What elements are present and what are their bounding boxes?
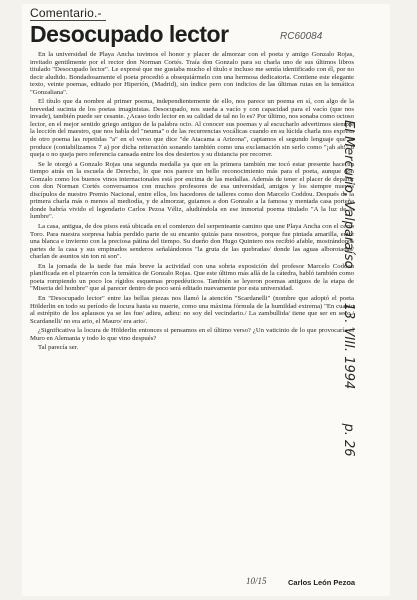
page-number: 10/15 (246, 576, 267, 586)
article-title: Desocupado lector (30, 21, 229, 47)
section-heading: Comentario.- (30, 6, 106, 21)
paragraph: La casa, antigua, de dos pisos está ubicada en el comienzo del serpenteante camino que une Playa Ancha con el cerro Toro. Para nuestra sorpresa había perdido parte de su encanto quizás para nosotros, porque fue pintada amarilla, entre una blanca e invierno con la preciosa pátina del tiempo. Su dueño don Hugo Quintero nos recibió afable, mostrándonos partes de la casa y sus empinados senderos señalándonos "la gruta de las quebradas/ donde las aguas alborotadas/ charlan de asuntos sin ton ni son". (30, 223, 354, 261)
paragraph: Se le otorgó a Gonzalo Rojas una segunda medalla ya que en la primera también me tocó estar presente hace un tiempo atrás en la escuela de Derecho, lo que nos parece un bello reconocimiento más para el poeta, aunque don Gonzalo como los buenos vinos internacionales está por encima de las medallas. Además de tener el placer de departir con don Norman Cortés conversamos con muchos profesores de esa universidad, amigos y los siempre nuevos discípulos de nuestro Premio Nacional, entre ellos, los hacedores de talleres como don Marcelo Coddou. Después de la primera charla más o menos al mediodía, y de almorzar, guiamos a don Gonzalo a la famosa y mentada casa porteña donde habría vivido el legendario Carlos Pezoa Véliz, aludiéndola en ese inmortal poema titulado "A la luz de la lumbre". (30, 160, 354, 221)
handwritten-source-note (316, 120, 356, 540)
paragraph: En la universidad de Playa Ancha tuvimos el honor y placer de almorzar con el poeta y amigo Gonzalo Rojas, invitado gentilmente por el rector don Norman Cortés. Traía don Gonzalo para su charla uno de sus últimos libros titulado "Desocupado lector". Le expresé que me gustaba mucho el título e incluso me sentía identificado con él, por no decir aludido. Bondadosamente el poeta procedió a obsequiármelo con una hermosa dedicatoria. Contiene este elegante texto, veinte poemas, editado por Hiperión, (Madrid), sin índice pero con indicios de las últimas rutas en la temática "Gonzaliana". (30, 51, 354, 96)
paragraph: En "Desocupado lector" entre las bellas piezas nos llamó la atención "Scardanelli" (nombre que adoptó el poeta Hölderlin en todo su período de locura hasta su muerte, como una máxima fórmula de la humildad extrema) "En cuanto al estrépito de los aplausos ya se les fue/ adieu, adieu: no soy del vecindario./ La zambullida/ tiene que ser en seco./ Scardanelli/ no era ario, el Mauro/ era ario/. (30, 294, 354, 325)
paragraph: En la jornada de la tarde fue más breve la actividad con una sobria exposición del profesor Marcelo Coddou planificada en el pizarrón con la temática de Gonzalo Rojas. Que este último más allá de la cátedra, habló también como poeta rompiendo un poco los rígidos esquemas propedéuticos. También se leyeron poemas antiguos de la etapa de "Miseria del hombre" que al parecer dentro de poco será editado nuevamente por esta universidad. (30, 262, 354, 293)
publication-date: 13. VIII. 1994 (341, 302, 356, 390)
paragraph: El título que da nombre al primer poema, independientemente de ello, nos parece un poema en sí, con algo de la brevedad sucinta de los poetas imaginistas. Desocupado, nos sueña a vacío y con capacidad para el vacío (que nos invade), también puede ser cesante. ¿Acaso todo lector en su calidad de tal no lo es? Por último, nos sonaba como ocioso lector, en el mejor sentido griego antiguo de la palabra ocio. Al conocer sus poemas y al escucharlo advertimos siempre la lección del maestro, que nos habla del "neuma" o de las recurrencias vocálicas cuando en su lúcida charla nos expresa de otro poema las repetidas "a" en el verso que dice "de Atacama a Arizona", captamos el segundo lenguaje que se produce (contabilizamos 7 a) por dicha reiteración sonando también como una exclamación sin serlo como "¡ah ah!" u queja o no queja pero referencia cansada entre los dos desiertos y su distancia por recorrer. (30, 98, 354, 159)
paragraph: ¿Significativa la locura de Hölderlin entonces si pensamos en el último verso? ¿Un vaticinio de lo que provocaría el Muro en Alemania y todo lo que vino después? (30, 327, 354, 342)
paragraph: Tal parecía ser. (38, 344, 79, 352)
publication-page: p. 26 (341, 423, 356, 457)
archive-stamp: RC60084 (280, 31, 323, 42)
article-body (30, 51, 354, 354)
author-byline: Carlos León Pezoa (288, 578, 356, 587)
publication-name: El Mercurio, Valparaíso (341, 120, 356, 269)
